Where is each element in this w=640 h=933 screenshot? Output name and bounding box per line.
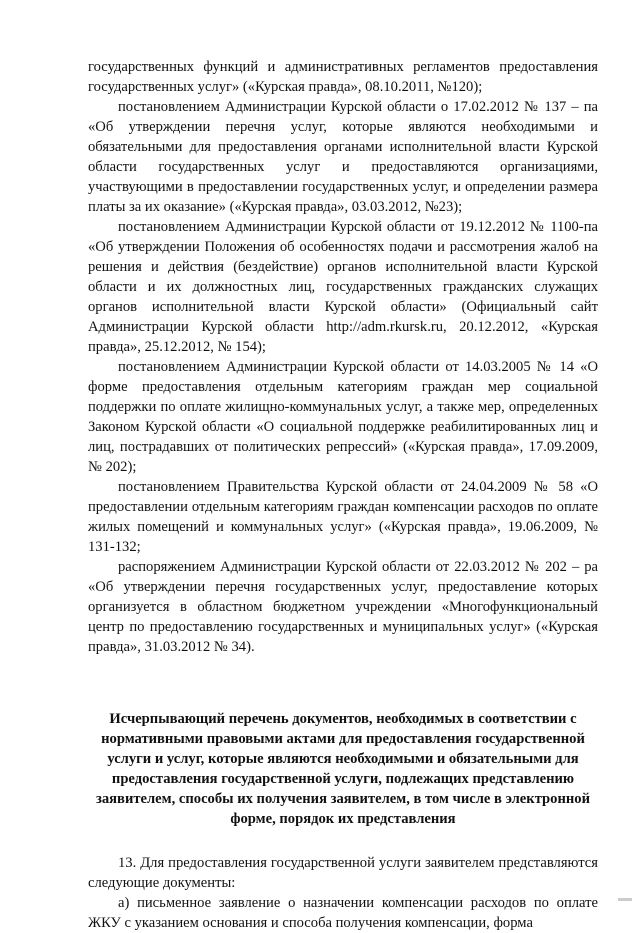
paragraph-order-202: распоряжением Администрации Курской области от 22.03.2012 № 202 – ра «Об утверждении перечня государственных услуг, предоставление которых организуется в областном бюджетном учреждении «Многофункциональный центр по предоставлению государственных и муниципальных услуг» («Курская правда», 31.03.2012 № 34). (88, 559, 598, 655)
paragraph-resolution-14: постановлением Администрации Курской области от 14.03.2005 № 14 «О форме предоставления отдельным категориям граждан мер социальной поддержки по оплате жилищно-коммунальных услуг, а также мер, определенных Законом Курской области «О социальной поддержке реабилитированных лиц и лиц, пострадавших от политических репрессий» («Курская правда», 17.09.2009, № 202); (88, 359, 598, 475)
paragraph-section-13: 13. Для предоставления государственной услуги заявителем представляются следующие документы: (88, 855, 598, 891)
paragraph-resolution-1100: постановлением Администрации Курской области от 19.12.2012 № 1100-па «Об утверждении Положения об особенностях подачи и рассмотрения жалоб на решения и действия (бездействие) органов исполнительной власти Курской области и их должностных лиц, государственных гражданских служащих органов исполнительной власти Курской области» (Официальный сайт Администрации Курской области http://adm.rkursk.ru, 20.12.2012, «Курская правда», 25.12.2012, № 154); (88, 219, 598, 355)
paragraph-item-a: а) письменное заявление о назначении компенсации расходов по оплате ЖКУ с указанием основания и способа получения компенсации, форма (88, 895, 598, 931)
scan-mark (618, 898, 632, 901)
paragraph-regulations-tail: государственных функций и административных регламентов предоставления государственных услуг» («Курская правда», 08.10.2011, №120); (88, 59, 598, 95)
section-heading: Исчерпывающий перечень документов, необходимых в соответствии с нормативными правовыми актами для предоставления государственной услуги и услуг, которые являются необходимыми и обязательными для предоставления государственной услуги, подлежащих представлению заявителем, способы их получения заявителем, в том числе в электронной форме, порядок их представления (96, 711, 590, 827)
paragraph-resolution-58: постановлением Правительства Курской области от 24.04.2009 № 58 «О предоставлении отдельным категориям граждан компенсации расходов по оплате жилых помещений и коммунальных услуг» («Курская правда», 19.06.2009, № 131-132; (88, 479, 598, 555)
paragraph-resolution-137: постановлением Администрации Курской области о 17.02.2012 № 137 – па «Об утверждении перечня услуг, которые являются необходимыми и обязательными для предоставления органами исполнительной власти Курской области государственных услуг и предоставляются организациями, участвующими в предоставлении государственных услуг, и определении размера платы за их оказание» («Курская правда», 03.03.2012, №23); (88, 99, 598, 215)
